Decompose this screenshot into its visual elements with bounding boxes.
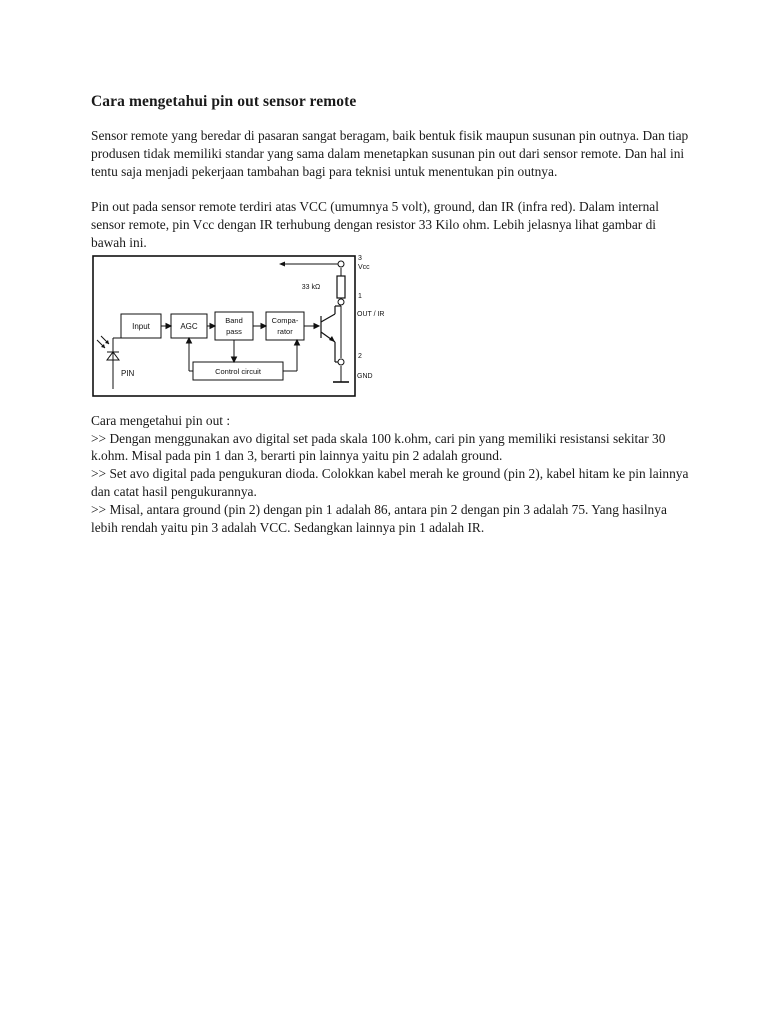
control-circuit-label: Control circuit [215, 366, 261, 376]
pin2-name: GND [357, 372, 373, 380]
step-2: >> Set avo digital pada pengukuran dioda. Colokkan kabel merah ke ground (pin 2), kabel hitam ke pin lainnya dan catat hasil pengukurannya. [91, 466, 689, 499]
paragraph-pinout: Pin out pada sensor remote terdiri atas VCC (umumnya 5 volt), ground, dan IR (infra red). Dalam internal sensor remote, pin Vcc dengan IR terhubung dengan resistor 33 Kilo ohm. Lebih jelasnya lihat gambar di bawah ini. [91, 199, 659, 250]
step-1: >> Dengan menggunakan avo digital set pada skala 100 k.ohm, cari pin yang memiliki resistansi sekitar 30 k.ohm. Misal pada pin 1 dan 3, berarti pin lainnya yaitu pin 2 adalah ground. [91, 430, 666, 464]
document-page [91, 93, 691, 536]
pin3-number: 3 [358, 254, 362, 262]
sensor-block-diagram [91, 254, 391, 400]
pin3-name: Vcc [358, 263, 370, 271]
comparator-label-2: rator [277, 326, 293, 336]
pin1-terminal [338, 299, 344, 305]
agc-block-label: AGC [180, 321, 198, 331]
pin3-terminal [338, 261, 344, 267]
comparator-label-1: Compa- [271, 315, 299, 325]
page-title: Cara mengetahui pin out sensor remote [91, 93, 357, 110]
pin2-terminal [338, 359, 344, 365]
photodiode-symbol [97, 336, 121, 389]
input-block-label: Input [132, 321, 150, 331]
resistor-label: 33 kΩ [301, 283, 321, 291]
output-transistor [321, 306, 341, 362]
pin1-number: 1 [358, 292, 362, 300]
pin-label: PIN [121, 368, 135, 378]
pin2-number: 2 [358, 352, 362, 360]
bandpass-label-1: Band [225, 315, 243, 325]
steps-heading: Cara mengetahui pin out : [91, 412, 231, 428]
bandpass-label-2: pass [226, 326, 242, 336]
paragraph-intro: Sensor remote yang beredar di pasaran sangat beragam, baik bentuk fisik maupun susunan pin outnya. Dan tiap produsen tidak memiliki standar yang sama dalam menetapkan susunan pin out dari sensor remote. Dan hal ini tentu saja menjadi pekerjaan tambahan bagi para teknisi untuk menentukan pin outnya. [91, 128, 689, 179]
resistor-33k [337, 276, 345, 298]
pin1-name: OUT / IR [357, 310, 385, 318]
step-3: >> Misal, antara ground (pin 2) dengan pin 1 adalah 86, antara pin 2 dengan pin 3 adalah 75. Yang hasilnya lebih rendah yaitu pin 3 adalah VCC. Sedangkan lainnya pin 1 adalah IR. [91, 501, 667, 535]
